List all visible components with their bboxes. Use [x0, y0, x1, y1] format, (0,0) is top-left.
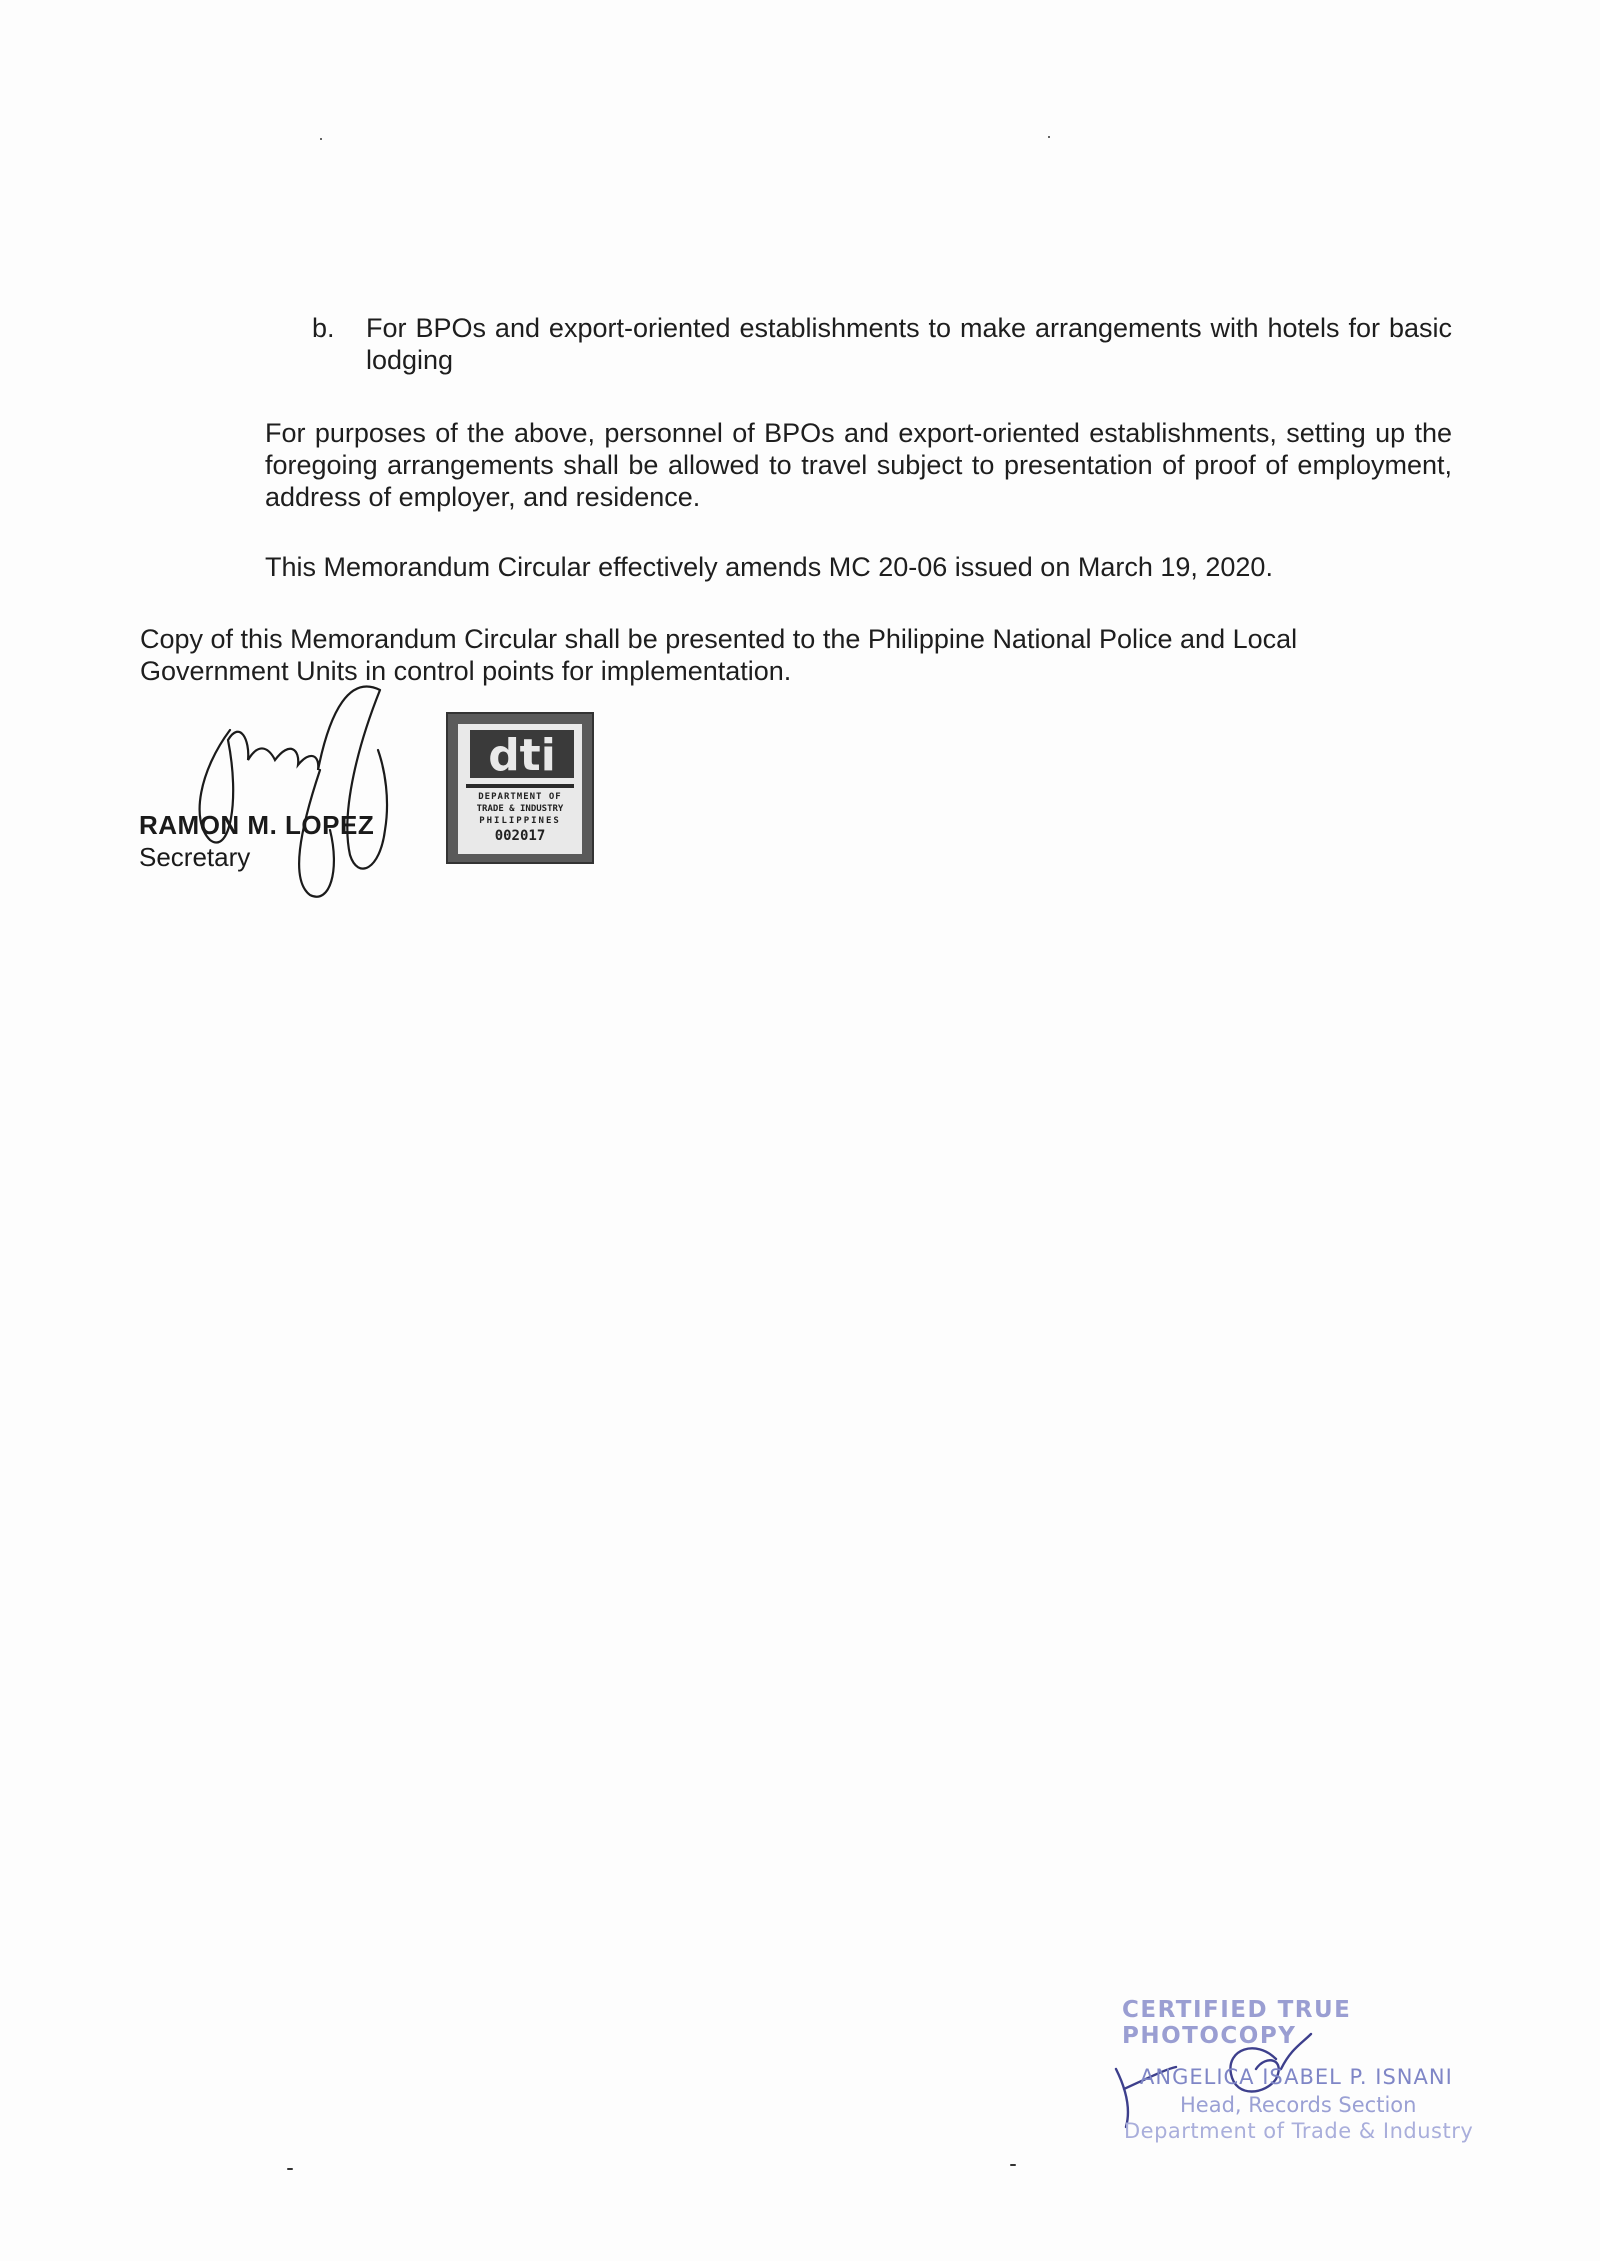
seal-number: 002017	[494, 828, 546, 844]
seal-divider	[466, 784, 574, 788]
paragraph-purposes: For purposes of the above, personnel of BPOs and export-oriented establishments, setting up the foregoing arrangements shall be allowed to travel subject to presentation of proof of employment, address of employer, and residence.	[265, 418, 1452, 512]
stamp-officer-name: ANGELICA ISABEL P. ISNANI	[1140, 2065, 1453, 2089]
signatory-name: RAMON M. LOPEZ	[139, 810, 375, 840]
scan-speck	[287, 2168, 293, 2170]
dti-seal	[446, 712, 594, 864]
handwritten-signature	[180, 680, 440, 910]
certification-stamp	[1100, 1985, 1520, 2155]
seal-face	[458, 724, 582, 854]
seal-line-1: DEPARTMENT OF	[478, 792, 562, 802]
scan-speck	[320, 138, 322, 140]
list-item-text: For BPOs and export-oriented establishments to make arrangements with hotels for basic lodging	[366, 313, 1452, 375]
scan-speck	[1010, 2164, 1016, 2166]
paragraph-copy-note: Copy of this Memorandum Circular shall be presented to the Philippine National Police and Local Government Units in control points for implementation.	[140, 624, 1298, 686]
scan-speck	[1048, 136, 1050, 138]
seal-line-3: PHILIPPINES	[479, 816, 561, 826]
stamp-heading: CERTIFIED TRUE PHOTOCOPY	[1122, 1997, 1352, 2049]
list-marker: b.	[312, 313, 335, 343]
dti-logo-icon	[470, 730, 574, 778]
stamp-officer-position: Head, Records Section	[1180, 2093, 1417, 2117]
stamp-department: Department of Trade & Industry	[1124, 2119, 1474, 2143]
seal-line-2: TRADE & INDUSTRY	[476, 804, 564, 814]
signatory-title: Secretary	[139, 842, 251, 872]
paragraph-amendment: This Memorandum Circular effectively amends MC 20-06 issued on March 19, 2020.	[265, 552, 1273, 582]
seal-logo-text: dti	[488, 730, 556, 778]
